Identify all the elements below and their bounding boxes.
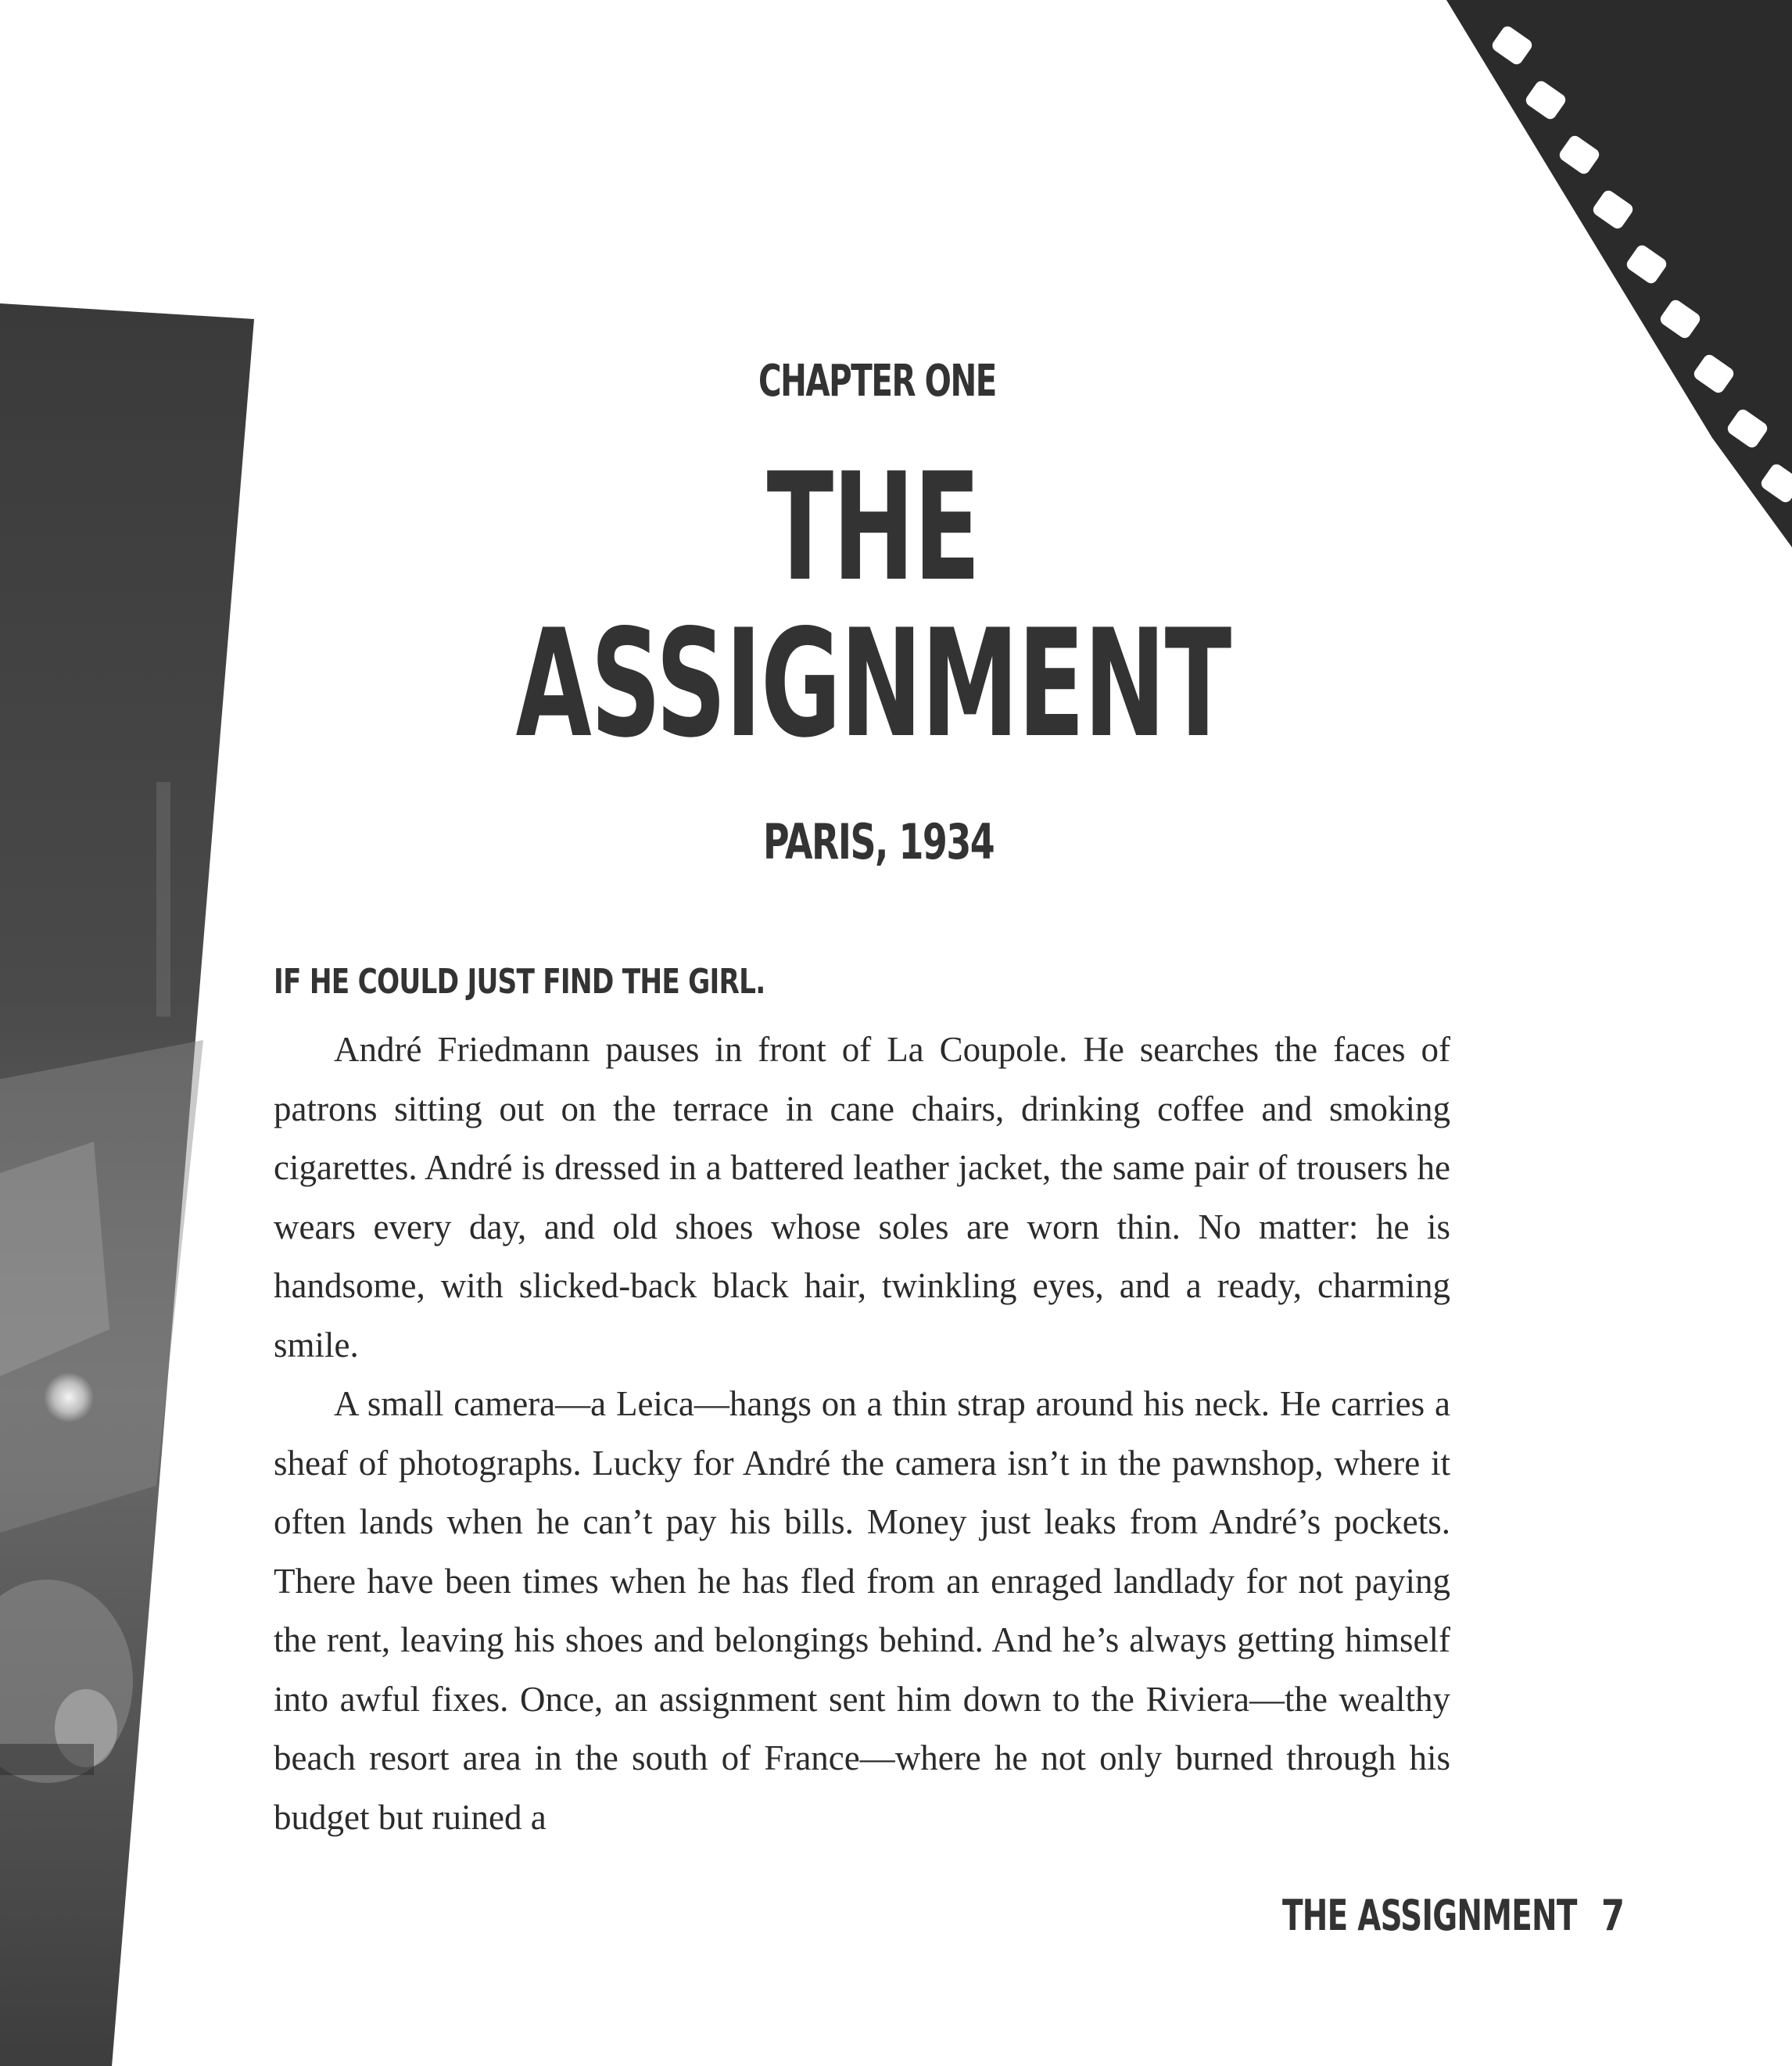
- page-number: 7: [1601, 1891, 1625, 1940]
- body-text: [274, 1020, 1450, 1847]
- chapter-title-line-1: THE: [766, 441, 980, 614]
- paragraph-1: André Friedmann pauses in front of La Coupole. He searches the faces of patrons sitting out on the terrace in cane chairs, drinking coffee and smoking cigarettes. André is dressed in a battered leather jacket, the same pair of trousers he wears every day, and old shoes whose soles are worn thin. No matter: he is handsome, with slicked-back black hair, twinkling eyes, and a ready, charming smile.: [274, 1030, 1450, 1365]
- chapter-title: [281, 441, 1464, 770]
- chapter-label: CHAPTER ONE: [758, 356, 996, 407]
- lead-line: IF HE COULD JUST FIND THE GIRL.: [274, 962, 765, 1002]
- chapter-title-line-2: ASSIGNMENT: [515, 597, 1231, 770]
- paragraph-2: A small camera—a Leica—hangs on a thin strap around his neck. He carries a sheaf of photographs. Lucky for André the camera isn’t in the pawnshop, where it often lands when he can’t pay his bills. Money just leaks from André’s pockets. There have been times when he has fled from an enraged landlady for not paying the rent, leaving his shoes and belongings behind. And he’s always getting himself into awful fixes. Once, an assignment sent him down to the Riviera—the wealthy beach resort area in the south of France—where he not only burned through his budget but ruined a: [274, 1384, 1450, 1837]
- chapter-place-date: PARIS, 1934: [763, 813, 995, 870]
- running-head: THE ASSIGNMENT: [1282, 1891, 1577, 1940]
